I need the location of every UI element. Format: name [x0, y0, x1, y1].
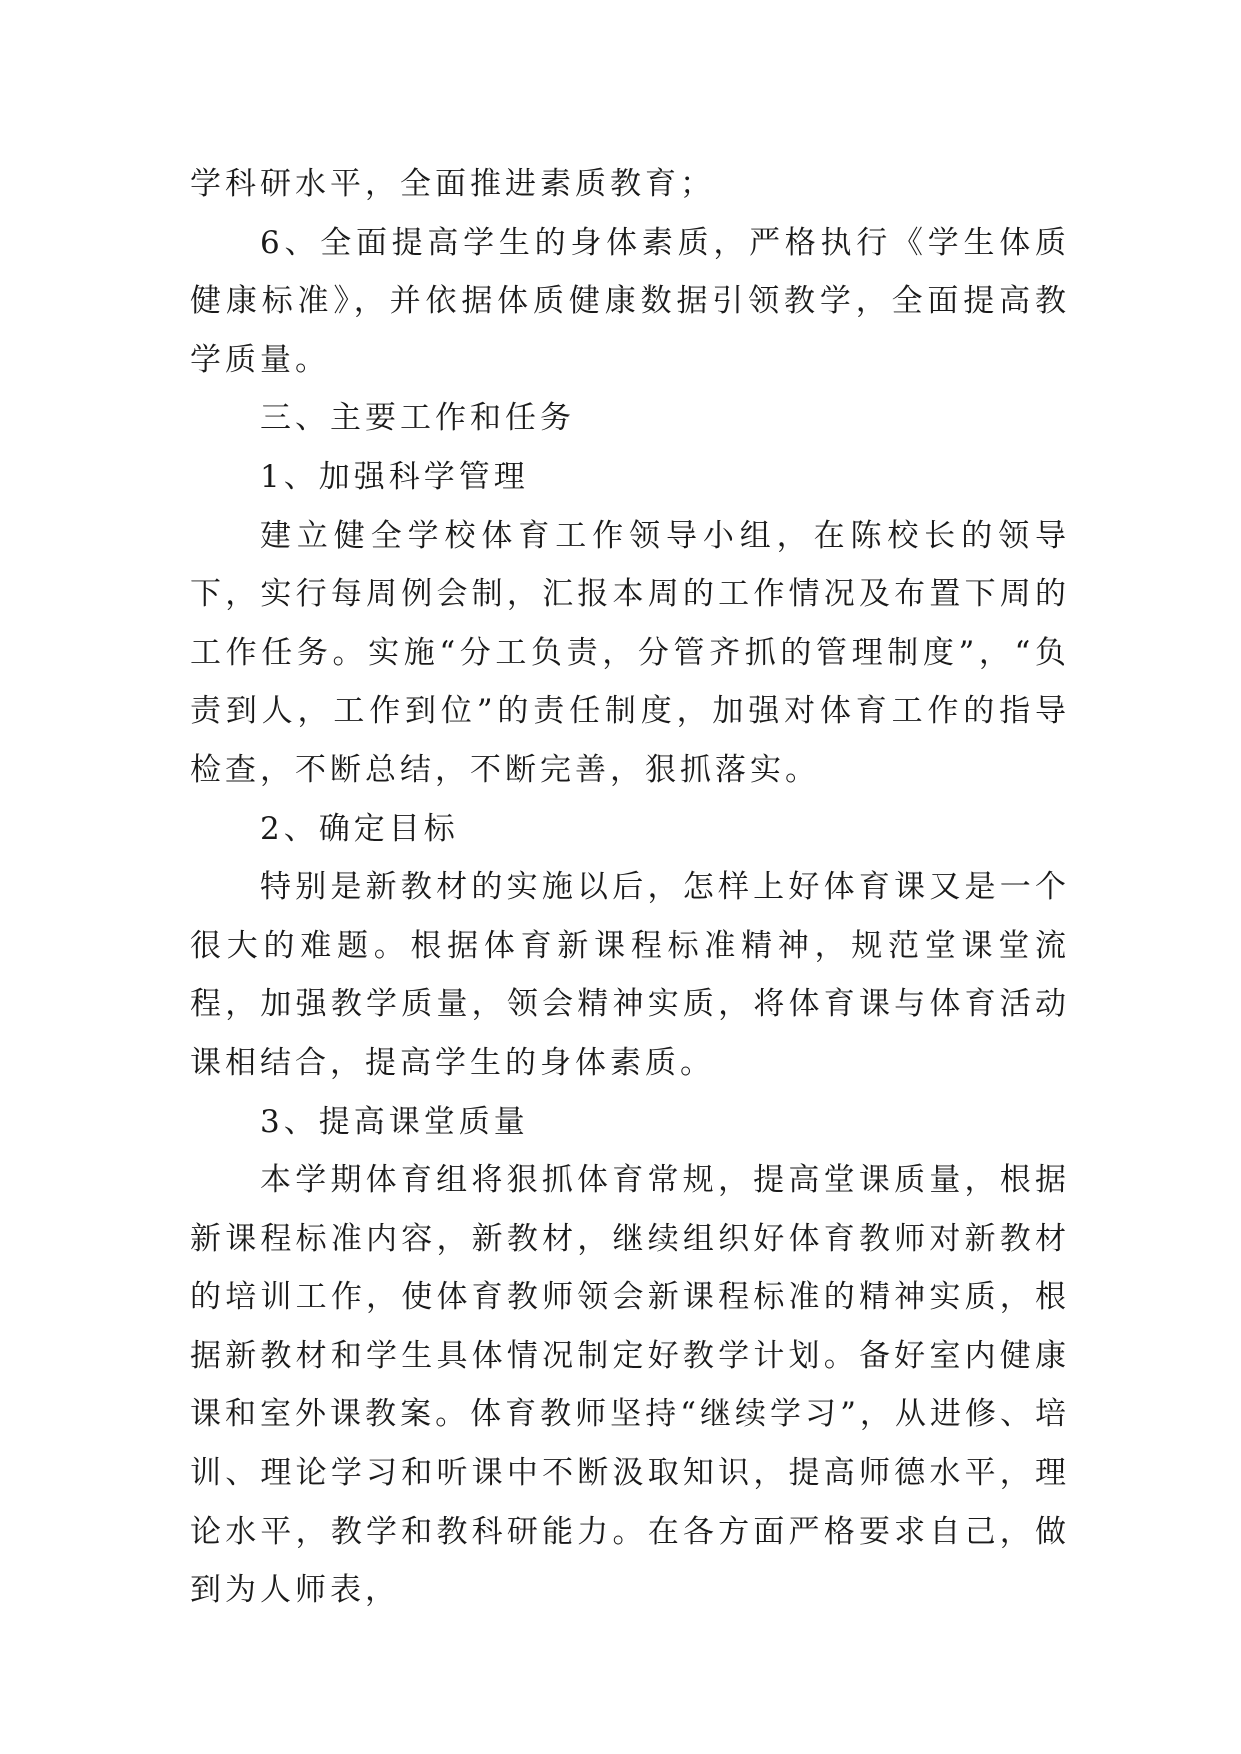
paragraph-goals: 特别是新教材的实施以后，怎样上好体育课又是一个很大的难题。根据体育新课程标准精神，规范堂课堂流程，加强教学质量，领会精神实质，将体育课与体育活动课相结合，提高学生的身体素质。 — [190, 869, 1070, 1081]
subheading-goals: 2、确定目标 — [260, 810, 459, 847]
paragraph-item-6: 6、全面提高学生的身体素质，严格执行《学生体质健康标准》，并依据体质健康数据引领教学，全面提高教学质量。 — [190, 224, 1070, 378]
paragraph-class-quality: 本学期体育组将狠抓体育常规，提高堂课质量，根据新课程标准内容，新教材，继续组织好体育教师对新教材的培训工作，使体育教师领会新课程标准的精神实质，根据新教材和学生具体情况制定好教学计划。备好室内健康课和室外课教案。体育教师坚持“继续学习”，从进修、培训、理论学习和听课中不断汲取知识，提高师德水平，理论水平，教学和教科研能力。在各方面严格要求自己，做到为人师表， — [190, 1162, 1070, 1609]
document-body — [190, 155, 1070, 1620]
section-heading-main-tasks: 三、主要工作和任务 — [260, 400, 575, 437]
subheading-class-quality: 3、提高课堂质量 — [260, 1103, 529, 1140]
paragraph-continuation: 学科研水平，全面推进素质教育； — [190, 166, 715, 202]
subheading-management: 1、加强科学管理 — [260, 458, 529, 495]
paragraph-management: 建立健全学校体育工作领导小组，在陈校长的领导下，实行每周例会制，汇报本周的工作情况及布置下周的工作任务。实施“分工负责，分管齐抓的管理制度”，“负责到人，工作到位”的责任制度，加强对体育工作的指导检查，不断总结，不断完善，狠抓落实。 — [190, 517, 1070, 788]
